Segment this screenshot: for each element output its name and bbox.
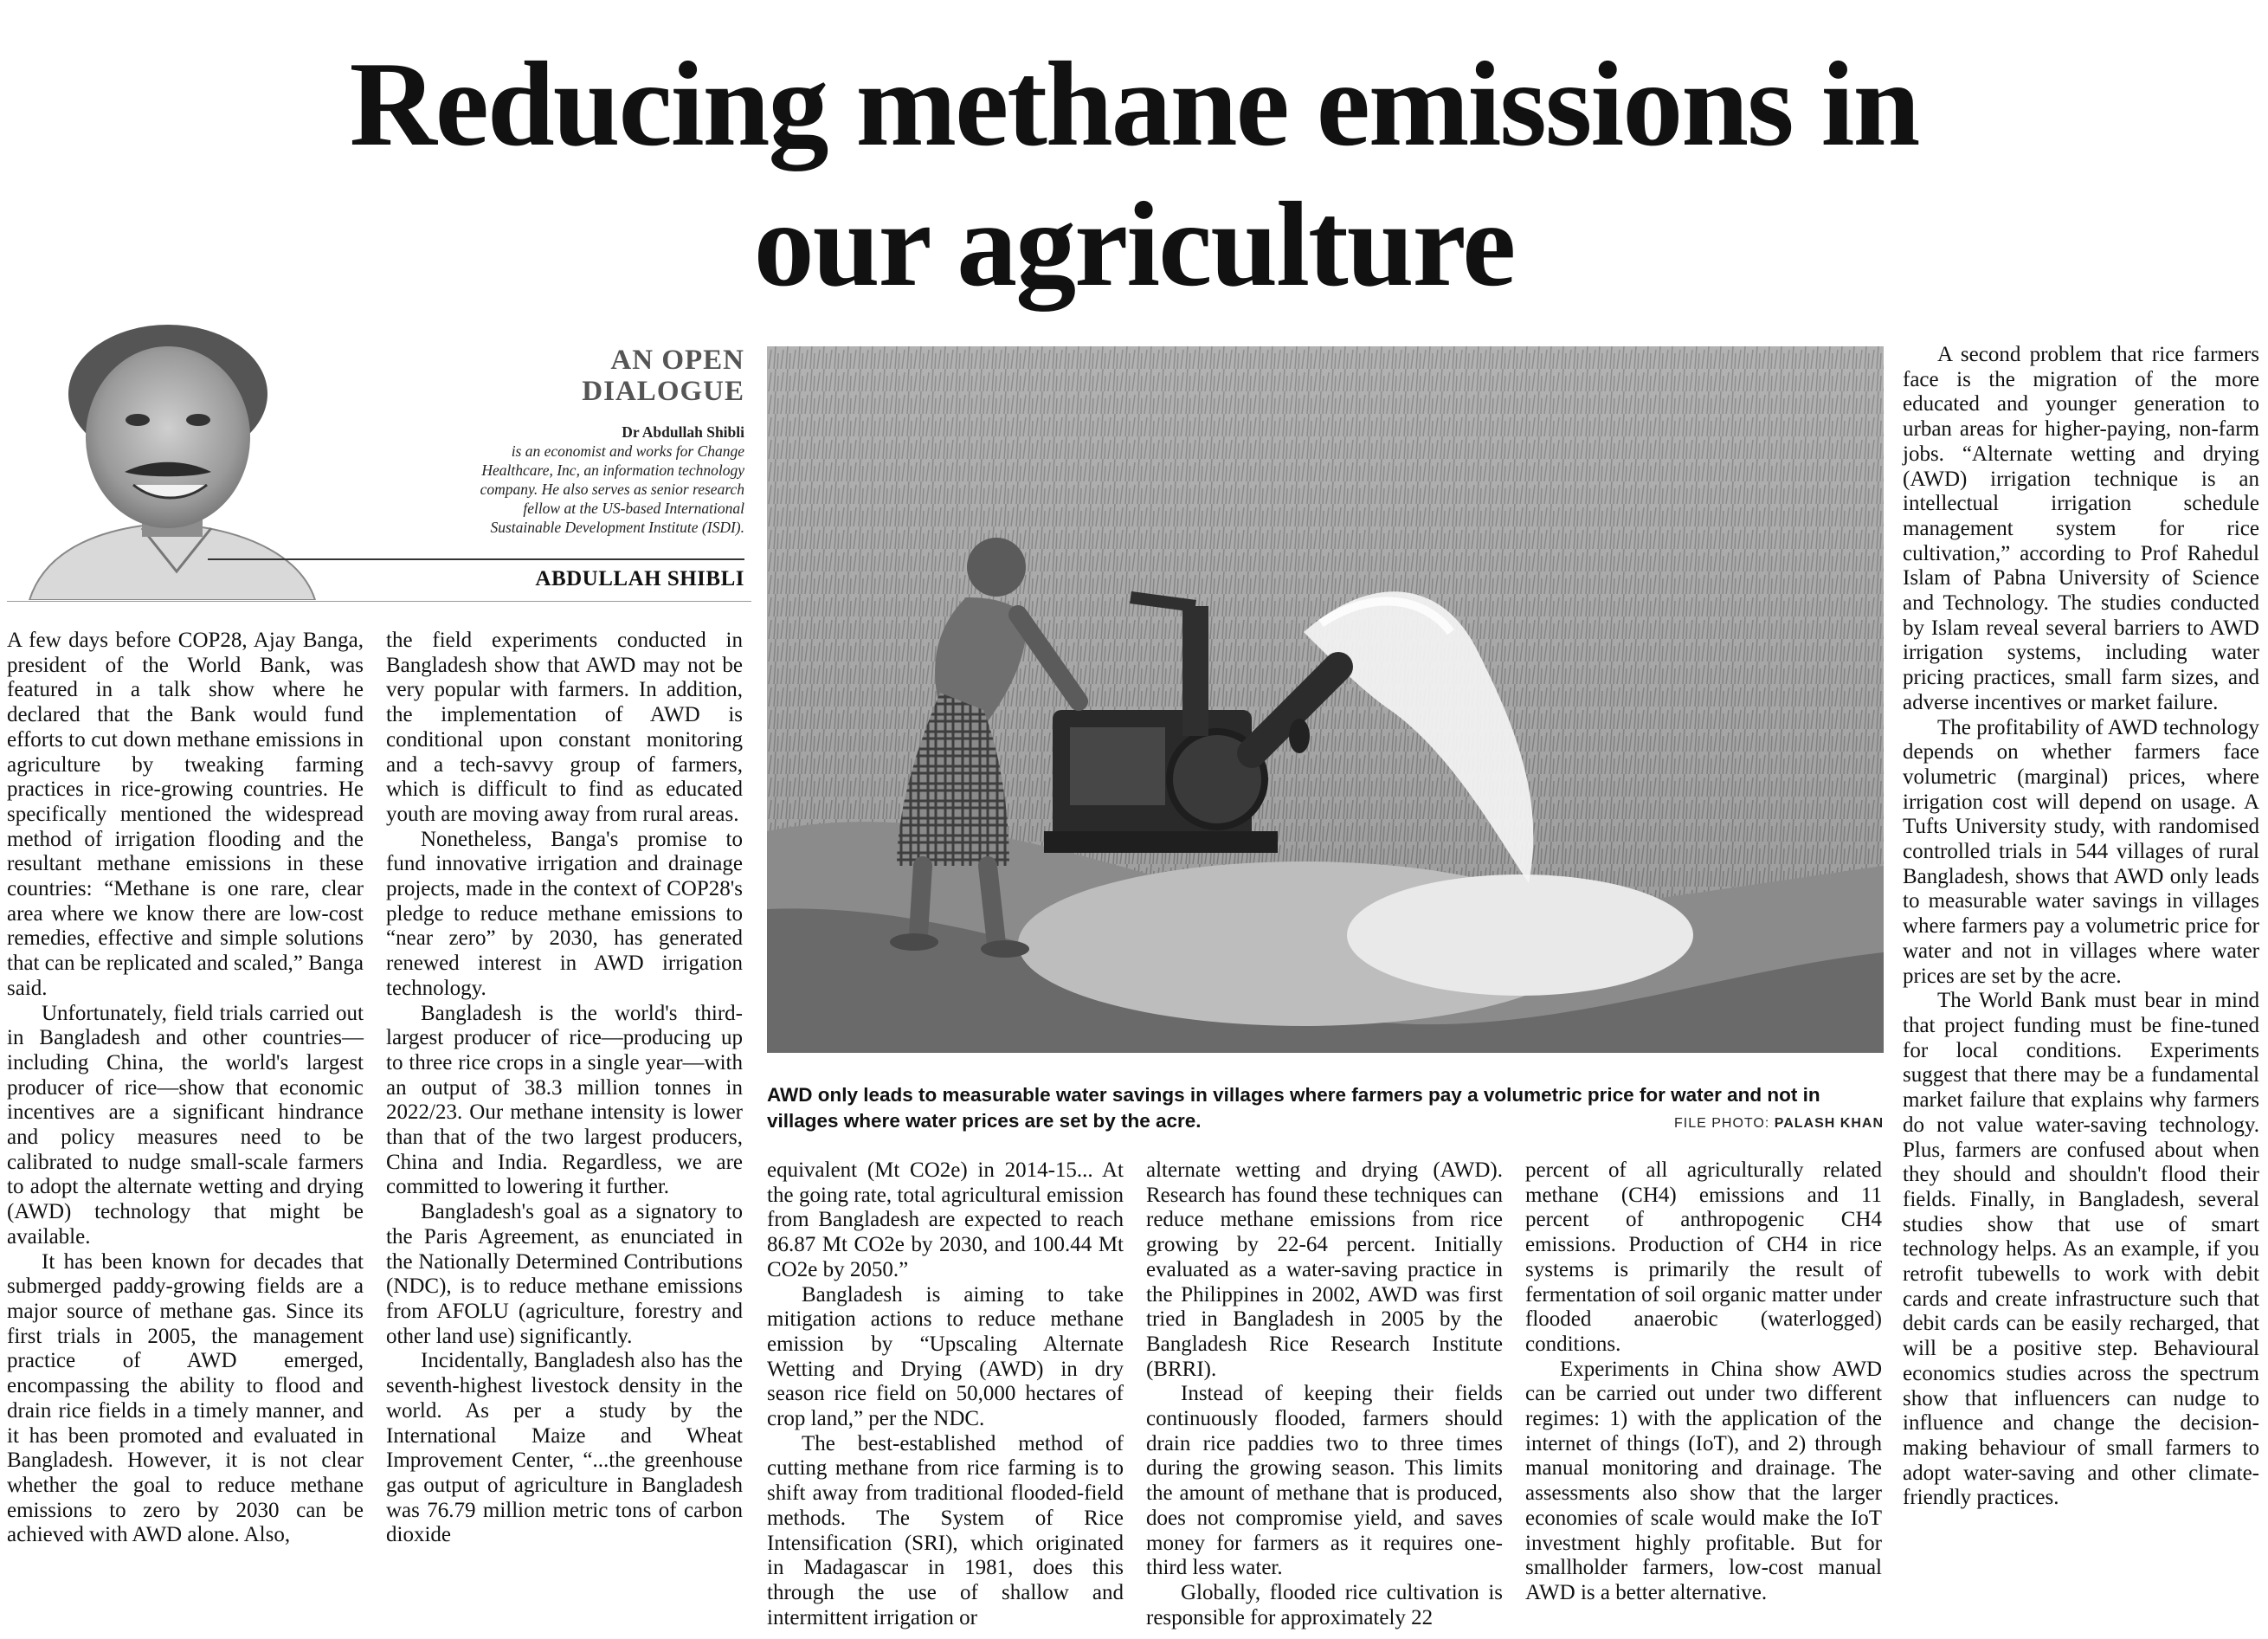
paragraph: A second problem that rice farmers face is the migration of the more educated and younger generation to urban areas for higher-paying, non-farm jobs. “Alternate wetting and drying (AWD) irrigation technique is an intellectual irrigation schedule management system for rice cultivation,” according to Prof Rahedul Islam of Pabna University of Science and Technology. The studies conducted by Islam reveal several barriers to AWD irrigation systems, including water pricing practices, small farm sizes, and adverse incentives or market failure. — [1903, 343, 2259, 714]
photo-caption: AWD only leads to measurable water savings in villages where farmers pay a volumetric price for water and not in villages where water prices are set by the acre. — [767, 1084, 1820, 1132]
article-photo — [767, 346, 1884, 1053]
byline: ABDULLAH SHIBLI — [535, 567, 744, 590]
article-column-1 — [7, 629, 364, 1548]
photo-credit — [1558, 1116, 1884, 1132]
author-bio-line: fellow at the US-based International — [523, 500, 744, 517]
column-rule — [7, 601, 751, 602]
paragraph: Globally, flooded rice cultivation is responsible for approximately 22 — [1146, 1580, 1503, 1629]
article-column-5 — [1525, 1158, 1882, 1606]
photo-credit-label: FILE PHOTO: — [1674, 1116, 1775, 1131]
paragraph: percent of all agriculturally related methane (CH4) emissions and 11 percent of anthropogenic CH4 emissions. Production of CH4 in rice systems is primarily the result of fermentation of soil organic matter under flooded anaerobic (waterlogged) conditions. — [1525, 1158, 1882, 1356]
headline — [0, 35, 2268, 315]
paragraph: The World Bank must bear in mind that project funding must be fine-tuned for local conditions. Experiments suggest that there may be a fundamental market failure that explains why farmers do not value water-saving technology. Plus, farmers are confused about when they should and shouldn't flood their fields. Finally, in Bangladesh, several studies show that use of smart technology helps. As an example, if you retrofit tubewells to work with debit cards and create infrastructure such that debit cards can be easily recharged, that will be a positive step. Behavioural economics studies across the spectrum show that influencers can nudge to influence and change the decision-making behaviour of small farmers to adopt water-saving and other climate-friendly practices. — [1903, 989, 2259, 1510]
paragraph: the field experiments conducted in Bangladesh show that AWD may not be very popular with farmers. In addition, the implementation of AWD is conditional upon constant monitoring and a tech-savvy group of farmers, which is difficult to find as educated youth are moving away from rural areas. — [386, 629, 743, 826]
byline-rule — [208, 558, 744, 560]
paragraph: A few days before COP28, Ajay Banga, president of the World Bank, was featured in a talk show where he declared that the Bank would fund efforts to cut down methane emissions in agriculture by tweaking farming practices in rice-growing countries. He specifically mentioned the widespread method of irrigation flooding and the resultant methane emissions in these countries: “Methane is one rare, clear area where we know there are low-cost remedies, effective and simple solutions that can be replicated and scaled,” Banga said. — [7, 629, 364, 1000]
farmer-water-pump-photo — [767, 346, 1884, 1053]
author-box — [364, 345, 744, 537]
paragraph: Incidentally, Bangladesh also has the seventh-highest livestock density in the world. As per a study by the International Maize and Wheat Improvement Center, “...the greenhouse gas output of agriculture in Bangladesh was 76.79 million metric tons of carbon dioxide — [386, 1349, 743, 1547]
paragraph: Experiments in China show AWD can be carried out under two different regimes: 1) with the application of the internet of things (IoT), and 2) through manual monitoring and drainage. The assessments also show that the larger economies of scale would make the IoT investment highly profitable. But for smallholder farmers, low-cost manual AWD is a better alternative. — [1525, 1357, 1882, 1604]
article-column-4 — [1146, 1158, 1503, 1630]
headline-line-2: our agriculture — [753, 177, 1515, 312]
author-bio-line: Sustainable Development Institute (ISDI). — [490, 519, 744, 536]
article-column-6 — [1903, 343, 2259, 1511]
column-name-line-1: AN OPEN — [610, 345, 744, 376]
author-bio-line: company. He also serves as senior research — [480, 481, 744, 498]
paragraph: Bangladesh is aiming to take mitigation actions to reduce methane emission by “Upscaling Alternate Wetting and Drying (AWD) in dry season rice field on 50,000 hectares of crop land,” per the NDC. — [767, 1282, 1124, 1431]
paragraph: Bangladesh's goal as a signatory to the Paris Agreement, as enunciated in the Nationally Determined Contributions (NDC), is to reduce methane emissions from AFOLU (agriculture, forestry and other land use) significantly. — [386, 1200, 743, 1348]
photo-credit-name: PALASH KHAN — [1774, 1116, 1884, 1131]
paragraph: equivalent (Mt CO2e) in 2014-15... At the going rate, total agricultural emission from Bangladesh are expected to reach 86.87 Mt CO2e by 2030, and 100.44 Mt CO2e by 2050.” — [767, 1158, 1124, 1281]
paragraph: Nonetheless, Banga's promise to fund innovative irrigation and drainage projects, made in the context of COP28's pledge to reduce methane emissions to “near zero” by 2030, has generated renewed interest in AWD irrigation technology. — [386, 827, 743, 1000]
author-portrait-image — [12, 312, 341, 600]
paragraph: Bangladesh is the world's third-largest producer of rice—producing up to three rice crops in a single year—with an output of 38.3 million tonnes in 2022/23. Our methane intensity is lower than that of the two largest producers, China and India. Regardless, we are committed to lowering it further. — [386, 1001, 743, 1199]
author-bio-name: Dr Abdullah Shibli — [622, 423, 744, 441]
author-bio-line: Healthcare, Inc, an information technology — [481, 461, 744, 479]
paragraph: Unfortunately, field trials carried out in Bangladesh and other countries—including China, the world's largest producer of rice—show that economic incentives are a significant hindrance and policy measures need to be calibrated to nudge small-scale farmers to adopt the alternate wetting and drying (AWD) technology that might be available. — [7, 1001, 364, 1249]
headline-line-1: Reducing methane emissions in — [349, 37, 1919, 171]
paragraph: The best-established method of cutting methane from rice farming is to shift away from traditional flooded-field methods. The System of Rice Intensification (SRI), which originated in Madagascar in 1981, does this through the use of shallow and intermittent irrigation or — [767, 1431, 1124, 1629]
paragraph: The profitability of AWD technology depends on whether farmers face volumetric (marginal) prices, where irrigation cost will depend on usage. A Tufts University study, with randomised controlled trials in 544 villages of rural Bangladesh, shows that AWD only leads to measurable water savings in villages where farmers pay a volumetric price for water and not in villages where water prices are set by the acre. — [1903, 715, 2259, 988]
article-column-3 — [767, 1158, 1124, 1630]
column-name — [364, 345, 744, 407]
paragraph: alternate wetting and drying (AWD). Research has found these techniques can reduce methane emissions from rice growing by 22-64 percent. Initially evaluated as a water-saving practice in the Philippines in 2002, AWD was first tried in Bangladesh in 2005 by the Bangladesh Rice Research Institute (BRRI). — [1146, 1158, 1503, 1381]
paragraph: Instead of keeping their fields continuously flooded, farmers should drain rice paddies two to three times during the growing season. This limits the amount of methane that is produced, does not compromise yield, and saves money for farmers as it requires one-third less water. — [1146, 1382, 1503, 1580]
article-column-2 — [386, 629, 743, 1548]
author-portrait — [12, 312, 341, 600]
author-bio-line: is an economist and works for Change — [511, 442, 744, 460]
author-bio — [364, 423, 744, 537]
paragraph: It has been known for decades that submerged paddy-growing fields are a major source of methane gas. Since its first trials in 2005, the management practice of AWD emerged, encompassing the ability to flood and drain rice fields in a timely manner, and it has been promoted and evaluated in Bangladesh. However, it is not clear whether the goal to reduce methane emissions to zero by 2030 can be achieved with AWD alone. Also, — [7, 1249, 364, 1547]
column-name-line-2: DIALOGUE — [582, 376, 744, 407]
